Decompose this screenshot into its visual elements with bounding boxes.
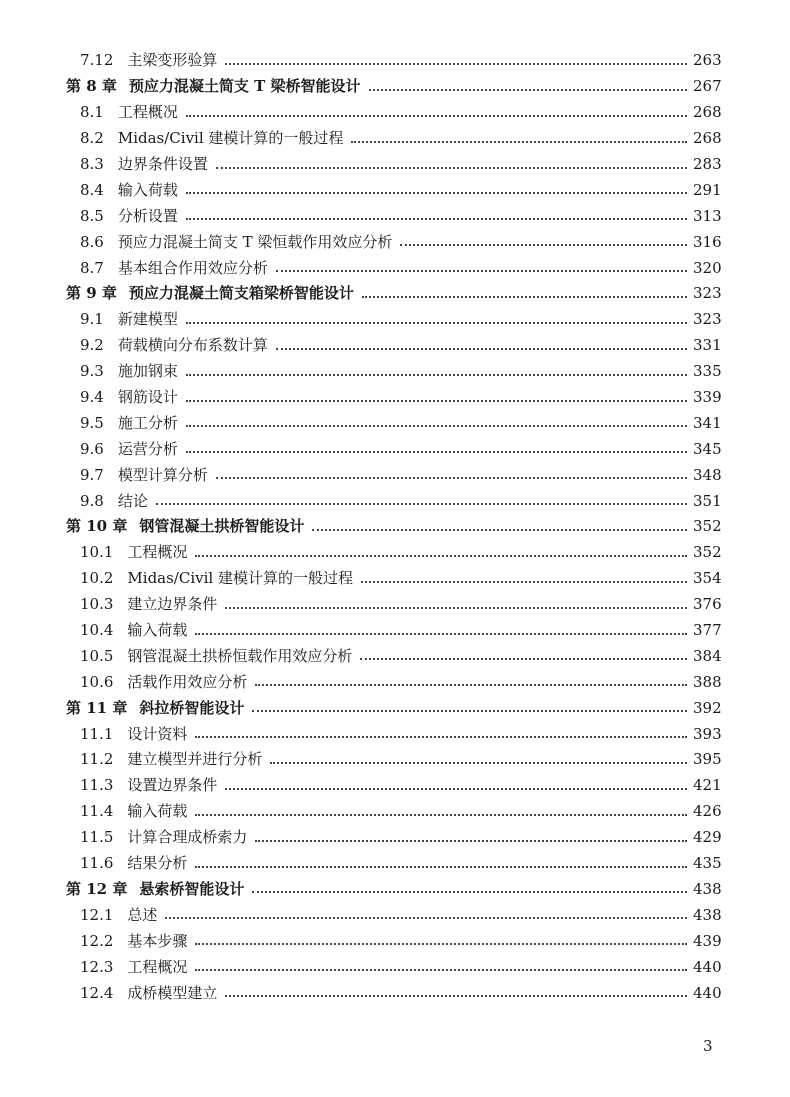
toc-entry-page: 435 [693,854,722,873]
toc-entry-title: 建立边界条件 [127,595,218,614]
toc-entry-number: 9.3 [80,362,104,381]
toc-section-row [66,359,721,385]
toc-entry-title: 运营分析 [117,439,178,458]
toc-entry-page: 421 [693,776,722,795]
dot-leader [195,736,687,738]
toc-entry-page: 440 [693,957,722,976]
dot-leader [276,270,687,272]
toc-entry-page: 393 [693,724,722,743]
toc-entry-title: 输入荷载 [117,180,178,199]
toc-section-row [66,48,721,74]
table-of-contents [66,48,721,1006]
dot-leader [312,529,687,531]
dot-leader [276,348,687,350]
toc-entry-page: 320 [693,258,722,277]
dot-leader [225,995,687,997]
dot-leader [186,322,687,324]
toc-entry-title: 斜拉桥智能设计 [139,698,245,717]
toc-entry-title: 成桥模型建立 [127,983,218,1002]
dot-leader [252,710,687,712]
toc-entry-number: 11.2 [80,750,114,769]
toc-entry-number: 12.4 [80,983,114,1002]
dot-leader [351,141,687,143]
toc-entry-page: 341 [693,413,722,432]
toc-entry-number: 第 11 章 [66,698,128,717]
toc-entry-page: 438 [693,879,722,898]
toc-entry-number: 第 10 章 [66,517,128,536]
dot-leader [186,451,687,453]
toc-section-row [66,721,721,747]
toc-entry-title: 活载作用效应分析 [127,672,248,691]
toc-entry-page: 384 [693,646,722,665]
toc-entry-number: 7.12 [80,51,114,70]
toc-entry-title: 基本步骤 [127,931,188,950]
toc-chapter-row [66,877,721,903]
toc-section-row [66,410,721,436]
toc-entry-page: 313 [693,206,722,225]
dot-leader [225,63,687,65]
toc-entry-title: 工程概况 [117,103,178,122]
toc-entry-number: 10.6 [80,672,114,691]
toc-entry-page: 426 [693,802,722,821]
toc-section-row [66,592,721,618]
toc-entry-number: 11.6 [80,854,114,873]
toc-entry-page: 440 [693,983,722,1002]
toc-entry-number: 9.4 [80,388,104,407]
toc-entry-number: 11.3 [80,776,114,795]
toc-entry-number: 8.3 [80,155,104,173]
dot-leader [252,891,687,893]
dot-leader [186,115,687,117]
toc-entry-number: 10.1 [80,543,114,562]
toc-entry-number: 9.6 [80,439,104,458]
toc-entry-page: 331 [693,336,722,355]
toc-entry-page: 345 [693,439,722,458]
toc-entry-page: 268 [693,103,722,122]
toc-entry-number: 11.4 [80,802,114,821]
toc-entry-number: 12.1 [80,905,114,924]
toc-entry-number: 9.8 [80,491,104,510]
dot-leader [156,503,687,505]
toc-entry-page: 335 [693,362,722,381]
toc-section-row [66,229,721,255]
dot-leader [186,425,687,427]
toc-entry-title: 输入荷载 [127,802,188,821]
toc-chapter-row [66,695,721,721]
toc-entry-page: 377 [693,621,722,640]
toc-chapter-row [66,281,721,307]
toc-entry-title: 预应力混凝土简支箱梁桥智能设计 [128,284,354,303]
toc-entry-number: 8.2 [80,129,104,148]
toc-section-row [66,333,721,359]
toc-entry-page: 268 [693,129,722,148]
toc-entry-number: 9.2 [80,336,104,355]
toc-section-row [66,980,721,1006]
toc-entry-number: 9.5 [80,413,104,432]
toc-entry-page: 388 [693,672,722,691]
toc-entry-title: 钢管混凝土拱桥恒载作用效应分析 [127,646,353,665]
toc-entry-page: 283 [693,155,722,173]
toc-entry-title: 设置边界条件 [127,776,218,795]
toc-entry-title: 新建模型 [117,310,178,329]
toc-entry-page: 376 [693,595,722,614]
toc-entry-page: 267 [693,77,722,96]
toc-entry-page: 352 [693,517,722,536]
dot-leader [255,684,687,686]
toc-entry-number: 8.4 [80,180,104,199]
dot-leader [361,581,687,583]
toc-section-row [66,307,721,333]
toc-entry-title: 施加钢束 [117,362,178,381]
toc-entry-page: 291 [693,180,722,199]
dot-leader [400,244,687,246]
toc-section-row [66,825,721,851]
toc-entry-number: 第 9 章 [66,284,117,303]
toc-entry-page: 339 [693,388,722,407]
toc-entry-page: 348 [693,465,722,484]
dot-leader [186,218,687,220]
dot-leader [195,969,687,971]
dot-leader [186,400,687,402]
toc-entry-title: 结论 [117,491,148,510]
dot-leader [195,555,687,557]
toc-entry-title: 建立模型并进行分析 [127,750,263,769]
toc-section-row [66,385,721,411]
toc-entry-page: 323 [693,310,722,329]
toc-section-row [66,126,721,152]
dot-leader [195,943,687,945]
toc-entry-title: Midas/Civil 建模计算的一般过程 [117,129,344,148]
toc-entry-title: Midas/Civil 建模计算的一般过程 [127,569,353,588]
toc-entry-title: 基本组合作用效应分析 [117,258,268,277]
toc-entry-number: 12.3 [80,957,114,976]
toc-entry-page: 429 [693,828,722,847]
toc-entry-title: 输入荷载 [127,621,188,640]
toc-entry-page: 439 [693,931,722,950]
toc-section-row [66,851,721,877]
dot-leader [195,814,687,816]
toc-entry-title: 边界条件设置 [117,155,208,173]
toc-entry-title: 分析设置 [117,206,178,225]
toc-entry-number: 8.1 [80,103,104,122]
dot-leader [362,296,687,298]
toc-entry-page: 263 [693,51,722,70]
dot-leader [186,374,687,376]
toc-entry-title: 钢管混凝土拱桥智能设计 [139,517,305,536]
toc-section-row [66,773,721,799]
toc-section-row [66,203,721,229]
toc-entry-page: 354 [693,569,722,588]
dot-leader [216,167,687,169]
toc-entry-number: 9.7 [80,465,104,484]
toc-entry-number: 10.5 [80,646,114,665]
toc-entry-number: 12.2 [80,931,114,950]
toc-entry-number: 8.5 [80,206,104,225]
toc-entry-number: 11.5 [80,828,114,847]
toc-entry-title: 预应力混凝土简支 T 梁恒载作用效应分析 [117,232,393,251]
toc-section-row [66,669,721,695]
toc-entry-page: 351 [693,491,722,510]
dot-leader [225,788,687,790]
toc-entry-title: 荷载横向分布系数计算 [117,336,268,355]
toc-entry-page: 392 [693,698,722,717]
toc-entry-title: 结果分析 [127,854,188,873]
page-number: 3 [703,1037,713,1055]
dot-leader [270,762,687,764]
toc-chapter-row [66,514,721,540]
dot-leader [195,633,687,635]
toc-entry-number: 第 12 章 [66,879,128,898]
toc-section-row [66,436,721,462]
dot-leader [360,658,687,660]
toc-entry-title: 工程概况 [127,543,188,562]
toc-section-row [66,566,721,592]
toc-entry-page: 352 [693,543,722,562]
toc-entry-number: 8.6 [80,232,104,251]
dot-leader [195,866,687,868]
toc-section-row [66,540,721,566]
toc-section-row [66,488,721,514]
toc-entry-title: 预应力混凝土简支 T 梁桥智能设计 [128,77,361,96]
toc-section-row [66,152,721,178]
toc-section-row [66,462,721,488]
toc-entry-title: 主梁变形验算 [127,51,218,70]
toc-entry-page: 323 [693,284,722,303]
toc-section-row [66,902,721,928]
toc-entry-title: 施工分析 [117,413,178,432]
toc-entry-number: 10.3 [80,595,114,614]
dot-leader [165,917,687,919]
toc-entry-number: 第 8 章 [66,77,117,96]
toc-entry-number: 10.2 [80,569,114,588]
toc-entry-number: 9.1 [80,310,104,329]
toc-section-row [66,928,721,954]
toc-entry-number: 10.4 [80,621,114,640]
toc-entry-title: 计算合理成桥索力 [127,828,248,847]
toc-entry-title: 工程概况 [127,957,188,976]
toc-section-row [66,255,721,281]
toc-section-row [66,799,721,825]
toc-entry-title: 模型计算分析 [117,465,208,484]
dot-leader [186,192,687,194]
dot-leader [255,840,687,842]
toc-entry-title: 悬索桥智能设计 [139,879,245,898]
toc-entry-page: 438 [693,905,722,924]
toc-entry-page: 316 [693,232,722,251]
toc-entry-page: 395 [693,750,722,769]
toc-entry-number: 11.1 [80,724,114,743]
toc-section-row [66,954,721,980]
dot-leader [216,477,687,479]
toc-section-row [66,643,721,669]
toc-entry-title: 钢筋设计 [117,388,178,407]
toc-entry-title: 总述 [127,905,158,924]
toc-section-row [66,177,721,203]
toc-entry-title: 设计资料 [127,724,188,743]
toc-section-row [66,747,721,773]
toc-section-row [66,100,721,126]
dot-leader [369,89,688,91]
toc-section-row [66,618,721,644]
dot-leader [225,607,687,609]
toc-chapter-row [66,74,721,100]
toc-entry-number: 8.7 [80,258,104,277]
